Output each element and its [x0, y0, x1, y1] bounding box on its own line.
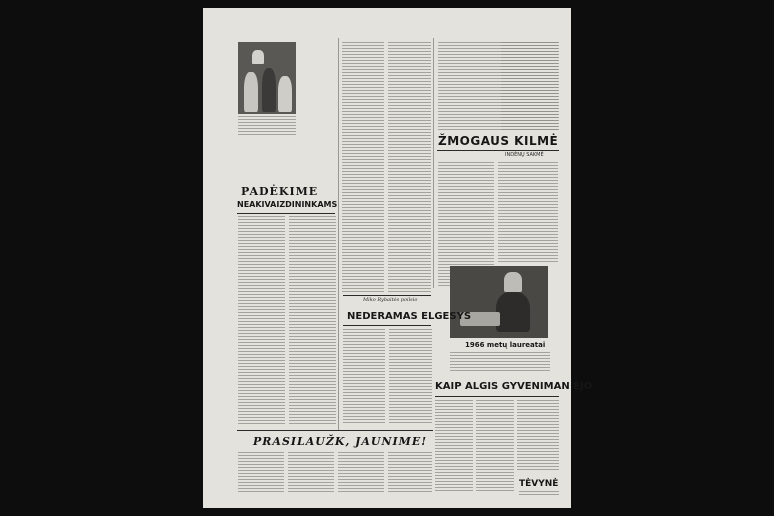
prasilauzk-headline: PRASILAUŽK, JAUNIME! — [253, 435, 428, 448]
padekime-text-col2 — [289, 216, 336, 424]
zmogaus-kilme-headline: ŽMOGAUS KILMĖ — [438, 134, 559, 148]
middle-text-col2 — [388, 42, 431, 294]
right-column-text — [501, 42, 559, 132]
kaip-algis-text-col1 — [435, 400, 473, 492]
padekime-text-col1 — [238, 216, 285, 424]
laureate-caption: 1966 metų laureatai — [465, 341, 546, 349]
children-photo — [238, 42, 296, 114]
laureate-photo — [450, 266, 548, 338]
indenu-sakme-byline: INDĖNŲ SAKMĖ — [505, 152, 544, 158]
nederamas-elgesys-headline: NEDERAMAS ELGESYS — [347, 311, 472, 322]
prasilauzk-text-col4 — [388, 452, 432, 494]
kaip-algis-text-col3 — [517, 400, 559, 470]
padekime-headline: PADĖKIME — [241, 185, 319, 198]
photo-caption-text — [238, 116, 296, 136]
nederamas-text-col2 — [389, 329, 432, 425]
zmogaus-text-col2 — [498, 162, 558, 262]
neakivaizdininkams-headline: NEAKIVAIZDININKAMS — [237, 200, 338, 209]
miko-rybaites-byline: Miko Rybaitės poilsio — [363, 297, 418, 303]
tevyne-masthead: TĖVYNĖ — [519, 479, 559, 489]
masthead-subtext — [519, 491, 559, 497]
prasilauzk-text-col2 — [288, 452, 334, 494]
laureate-caption-text — [450, 352, 550, 372]
prasilauzk-text-col1 — [238, 452, 284, 494]
nederamas-text-col1 — [343, 329, 385, 425]
prasilauzk-text-col3 — [338, 452, 384, 494]
kaip-algis-text-col2 — [476, 400, 514, 492]
kaip-algis-headline: KAIP ALGIS GYVENIMAN ĖJO — [435, 381, 593, 392]
middle-text-col1 — [342, 42, 384, 294]
newspaper-page — [203, 8, 593, 508]
